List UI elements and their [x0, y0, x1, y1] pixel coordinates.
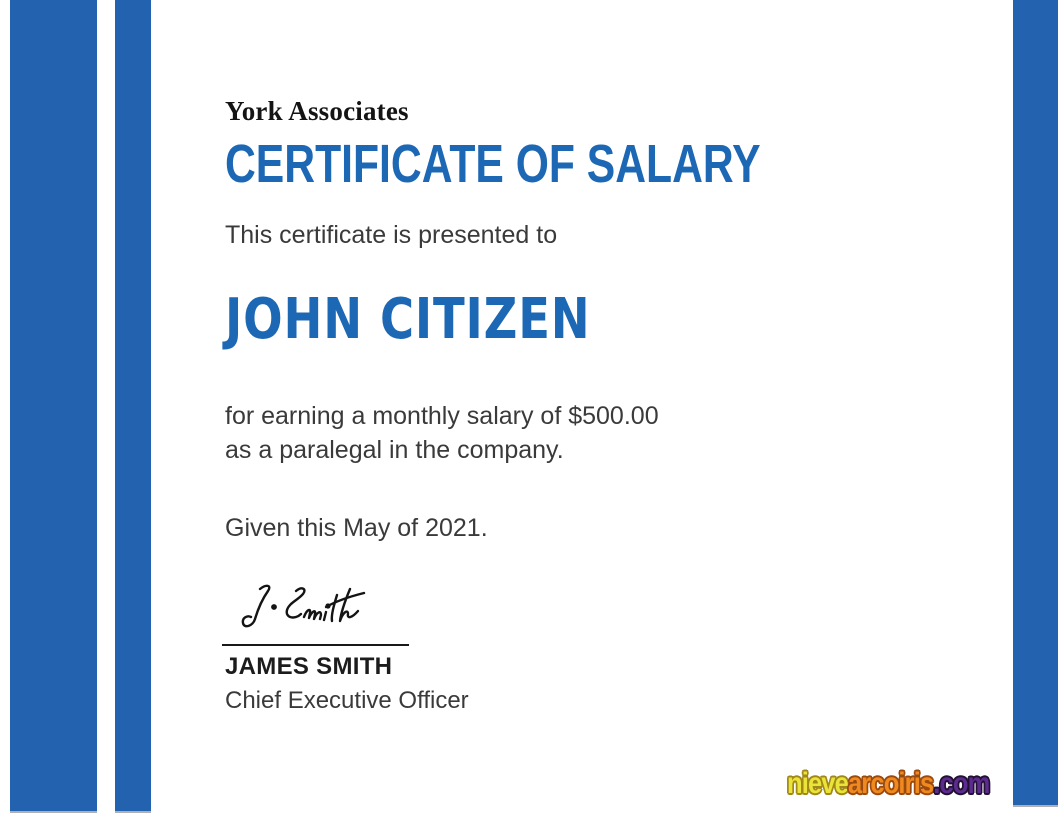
company-name: York Associates	[225, 96, 409, 126]
certificate-title: CERTIFICATE OF SALARY	[225, 134, 761, 194]
signature-image	[234, 583, 369, 635]
watermark-segment-nieve: nieve	[787, 767, 848, 800]
site-watermark	[787, 767, 989, 801]
presented-to-line: This certificate is presented to	[225, 221, 558, 249]
salary-statement	[225, 399, 659, 467]
left-wide-accent-bar	[10, 0, 97, 811]
signer-name: JAMES SMITH	[225, 653, 393, 680]
watermark-segment-com: .com	[933, 767, 990, 800]
salary-statement-line2: as a paralegal in the company.	[225, 436, 564, 464]
signature-line	[222, 644, 409, 646]
watermark-segment-arcoiris: arcoiris	[847, 767, 934, 800]
left-narrow-accent-bar	[115, 0, 151, 811]
recipient-name: JOHN CITIZEN	[225, 287, 591, 352]
signer-title: Chief Executive Officer	[225, 687, 469, 714]
right-accent-bar	[1013, 0, 1058, 805]
date-line: Given this May of 2021.	[225, 514, 488, 542]
salary-statement-line1: for earning a monthly salary of $500.00	[225, 402, 659, 430]
